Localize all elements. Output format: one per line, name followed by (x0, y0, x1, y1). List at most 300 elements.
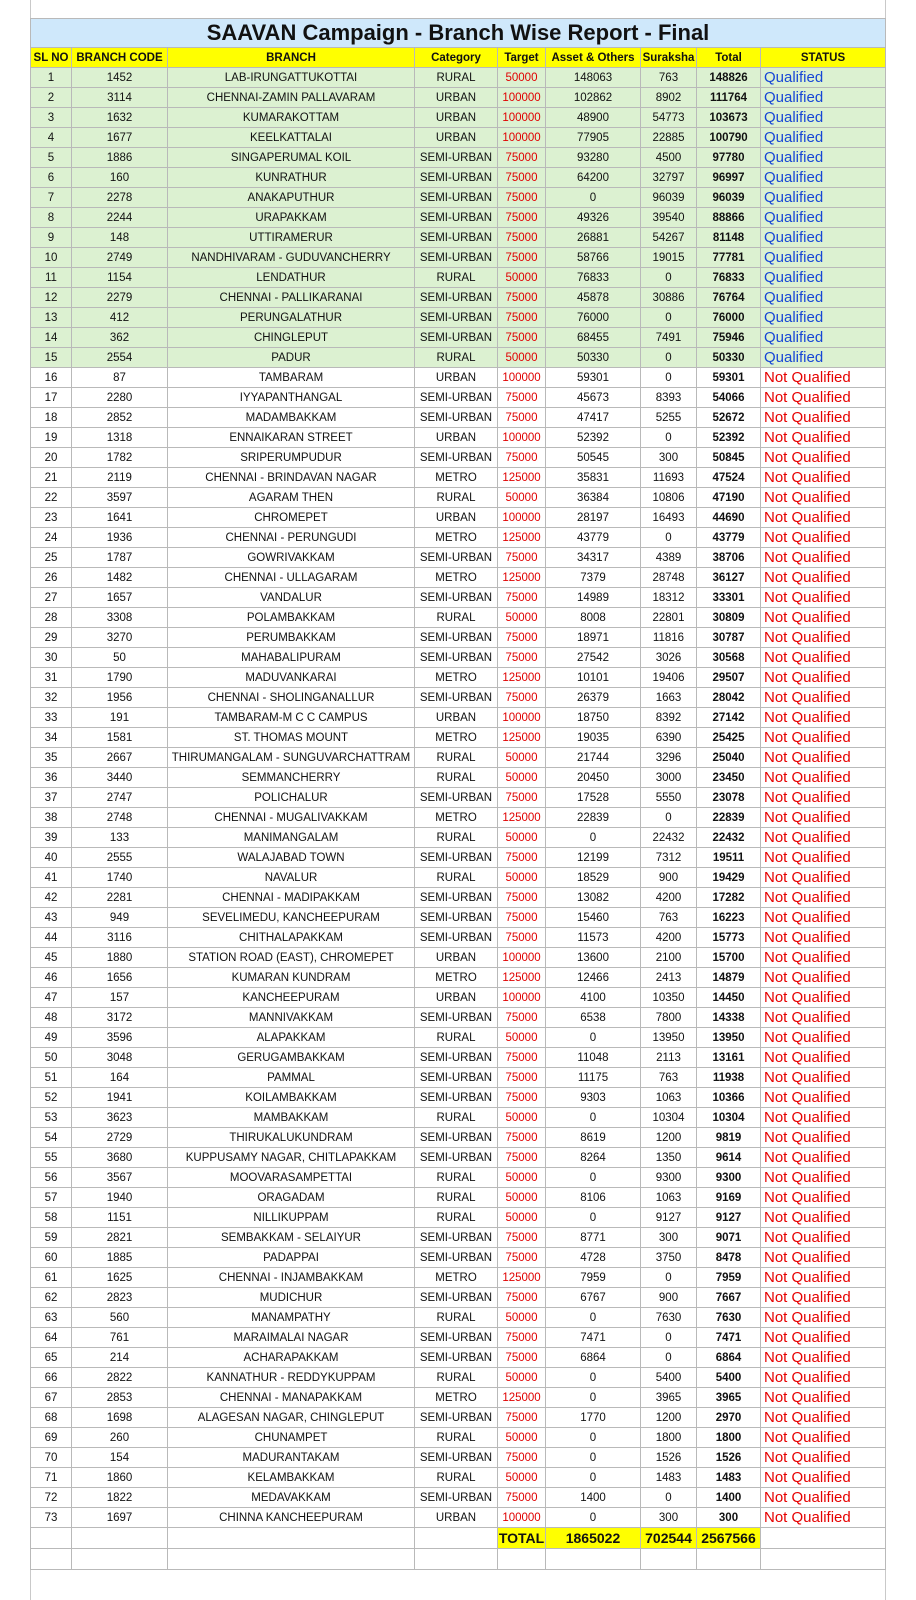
asset-cell[interactable]: 0 (546, 1448, 641, 1468)
asset-cell[interactable]: 0 (546, 188, 641, 208)
branch-cell[interactable]: GERUGAMBAKKAM (168, 1048, 415, 1068)
branch-cell[interactable]: CHENNAI-ZAMIN PALLAVARAM (168, 88, 415, 108)
branch-code-cell[interactable]: 2821 (72, 1228, 168, 1248)
category-cell[interactable]: RURAL (415, 68, 498, 88)
suraksha-cell[interactable]: 3296 (641, 748, 697, 768)
suraksha-cell[interactable]: 763 (641, 68, 697, 88)
status-cell[interactable]: Not Qualified (761, 548, 886, 568)
category-cell[interactable]: SEMI-URBAN (415, 388, 498, 408)
asset-cell[interactable]: 0 (546, 1508, 641, 1528)
target-cell[interactable]: 50000 (498, 768, 546, 788)
category-cell[interactable]: RURAL (415, 488, 498, 508)
branch-code-cell[interactable]: 2279 (72, 288, 168, 308)
sl-no-cell[interactable]: 16 (31, 368, 72, 388)
target-cell[interactable]: 75000 (498, 888, 546, 908)
status-cell[interactable]: Not Qualified (761, 408, 886, 428)
status-cell[interactable]: Not Qualified (761, 1148, 886, 1168)
target-cell[interactable]: 50000 (498, 68, 546, 88)
asset-cell[interactable]: 11573 (546, 928, 641, 948)
asset-cell[interactable]: 0 (546, 828, 641, 848)
category-cell[interactable]: SEMI-URBAN (415, 148, 498, 168)
category-cell[interactable]: SEMI-URBAN (415, 1248, 498, 1268)
asset-cell[interactable]: 7471 (546, 1328, 641, 1348)
asset-cell[interactable]: 8264 (546, 1148, 641, 1168)
sl-no-cell[interactable]: 9 (31, 228, 72, 248)
asset-cell[interactable]: 1400 (546, 1488, 641, 1508)
status-cell[interactable]: Not Qualified (761, 828, 886, 848)
status-cell[interactable]: Not Qualified (761, 608, 886, 628)
branch-code-cell[interactable]: 1822 (72, 1488, 168, 1508)
branch-code-cell[interactable]: 1677 (72, 128, 168, 148)
branch-cell[interactable]: CHENNAI - MADIPAKKAM (168, 888, 415, 908)
branch-cell[interactable]: URAPAKKAM (168, 208, 415, 228)
category-cell[interactable]: RURAL (415, 1308, 498, 1328)
target-cell[interactable]: 75000 (498, 1248, 546, 1268)
asset-cell[interactable]: 8008 (546, 608, 641, 628)
asset-cell[interactable]: 35831 (546, 468, 641, 488)
status-cell[interactable]: Not Qualified (761, 1208, 886, 1228)
suraksha-cell[interactable]: 22432 (641, 828, 697, 848)
total-cell[interactable]: 30809 (697, 608, 761, 628)
asset-cell[interactable]: 76833 (546, 268, 641, 288)
sl-no-cell[interactable]: 64 (31, 1328, 72, 1348)
branch-cell[interactable]: THIRUKALUKUNDRAM (168, 1128, 415, 1148)
status-cell[interactable]: Not Qualified (761, 488, 886, 508)
sl-no-cell[interactable]: 72 (31, 1488, 72, 1508)
branch-code-cell[interactable]: 157 (72, 988, 168, 1008)
category-cell[interactable]: SEMI-URBAN (415, 1488, 498, 1508)
branch-code-cell[interactable]: 1941 (72, 1088, 168, 1108)
sl-no-cell[interactable]: 58 (31, 1208, 72, 1228)
status-cell[interactable]: Qualified (761, 208, 886, 228)
target-cell[interactable]: 100000 (498, 368, 546, 388)
sl-no-cell[interactable]: 57 (31, 1188, 72, 1208)
sl-no-cell[interactable]: 60 (31, 1248, 72, 1268)
suraksha-cell[interactable]: 3750 (641, 1248, 697, 1268)
total-cell[interactable]: 7630 (697, 1308, 761, 1328)
branch-cell[interactable]: MANNIVAKKAM (168, 1008, 415, 1028)
branch-code-cell[interactable]: 3567 (72, 1168, 168, 1188)
asset-cell[interactable]: 0 (546, 1428, 641, 1448)
total-cell[interactable]: 17282 (697, 888, 761, 908)
asset-cell[interactable]: 52392 (546, 428, 641, 448)
branch-cell[interactable]: LENDATHUR (168, 268, 415, 288)
sl-no-cell[interactable]: 34 (31, 728, 72, 748)
branch-cell[interactable]: ALAGESAN NAGAR, CHINGLEPUT (168, 1408, 415, 1428)
suraksha-cell[interactable]: 0 (641, 268, 697, 288)
sl-no-cell[interactable]: 62 (31, 1288, 72, 1308)
branch-code-cell[interactable]: 2747 (72, 788, 168, 808)
asset-cell[interactable]: 93280 (546, 148, 641, 168)
branch-cell[interactable]: CHENNAI - ULLAGARAM (168, 568, 415, 588)
branch-cell[interactable]: UTTIRAMERUR (168, 228, 415, 248)
sl-no-cell[interactable]: 61 (31, 1268, 72, 1288)
branch-code-cell[interactable]: 1656 (72, 968, 168, 988)
total-cell[interactable]: 75946 (697, 328, 761, 348)
asset-cell[interactable]: 26379 (546, 688, 641, 708)
target-cell[interactable]: 75000 (498, 1128, 546, 1148)
total-cell[interactable]: 7667 (697, 1288, 761, 1308)
suraksha-cell[interactable]: 763 (641, 908, 697, 928)
status-cell[interactable]: Not Qualified (761, 1268, 886, 1288)
category-cell[interactable]: URBAN (415, 948, 498, 968)
branch-cell[interactable]: ACHARAPAKKAM (168, 1348, 415, 1368)
suraksha-cell[interactable]: 0 (641, 308, 697, 328)
sl-no-cell[interactable]: 32 (31, 688, 72, 708)
sl-no-cell[interactable]: 31 (31, 668, 72, 688)
total-cell[interactable]: 8478 (697, 1248, 761, 1268)
total-cell[interactable]: 25040 (697, 748, 761, 768)
suraksha-cell[interactable]: 0 (641, 1328, 697, 1348)
suraksha-cell[interactable]: 2413 (641, 968, 697, 988)
category-cell[interactable]: SEMI-URBAN (415, 688, 498, 708)
sl-no-cell[interactable]: 25 (31, 548, 72, 568)
status-cell[interactable]: Not Qualified (761, 1068, 886, 1088)
suraksha-cell[interactable]: 7491 (641, 328, 697, 348)
target-cell[interactable]: 75000 (498, 148, 546, 168)
totals-suraksha[interactable]: 702544 (641, 1528, 697, 1549)
total-cell[interactable]: 100790 (697, 128, 761, 148)
total-cell[interactable]: 33301 (697, 588, 761, 608)
category-cell[interactable]: RURAL (415, 1208, 498, 1228)
asset-cell[interactable]: 0 (546, 1308, 641, 1328)
suraksha-cell[interactable]: 22801 (641, 608, 697, 628)
category-cell[interactable]: URBAN (415, 88, 498, 108)
suraksha-cell[interactable]: 1200 (641, 1128, 697, 1148)
branch-code-cell[interactable]: 1697 (72, 1508, 168, 1528)
category-cell[interactable]: RURAL (415, 268, 498, 288)
header-target[interactable]: Target (498, 48, 546, 68)
target-cell[interactable]: 75000 (498, 1488, 546, 1508)
branch-code-cell[interactable]: 2667 (72, 748, 168, 768)
total-cell[interactable]: 47524 (697, 468, 761, 488)
total-cell[interactable]: 76833 (697, 268, 761, 288)
asset-cell[interactable]: 45878 (546, 288, 641, 308)
branch-cell[interactable]: TAMBARAM-M C C CAMPUS (168, 708, 415, 728)
sl-no-cell[interactable]: 33 (31, 708, 72, 728)
total-cell[interactable]: 9169 (697, 1188, 761, 1208)
total-cell[interactable]: 81148 (697, 228, 761, 248)
branch-cell[interactable]: CHENNAI - PALLIKARANAI (168, 288, 415, 308)
asset-cell[interactable]: 12199 (546, 848, 641, 868)
suraksha-cell[interactable]: 300 (641, 1508, 697, 1528)
total-cell[interactable]: 14879 (697, 968, 761, 988)
status-cell[interactable]: Not Qualified (761, 808, 886, 828)
status-cell[interactable]: Qualified (761, 188, 886, 208)
total-cell[interactable]: 47190 (697, 488, 761, 508)
total-cell[interactable]: 54066 (697, 388, 761, 408)
target-cell[interactable]: 125000 (498, 808, 546, 828)
suraksha-cell[interactable]: 30886 (641, 288, 697, 308)
branch-code-cell[interactable]: 191 (72, 708, 168, 728)
category-cell[interactable]: RURAL (415, 868, 498, 888)
asset-cell[interactable]: 10101 (546, 668, 641, 688)
branch-cell[interactable]: MARAIMALAI NAGAR (168, 1328, 415, 1348)
branch-code-cell[interactable]: 2278 (72, 188, 168, 208)
category-cell[interactable]: METRO (415, 668, 498, 688)
total-cell[interactable]: 76764 (697, 288, 761, 308)
sl-no-cell[interactable]: 29 (31, 628, 72, 648)
branch-cell[interactable]: MEDAVAKKAM (168, 1488, 415, 1508)
status-cell[interactable]: Qualified (761, 68, 886, 88)
target-cell[interactable]: 100000 (498, 128, 546, 148)
total-cell[interactable]: 43779 (697, 528, 761, 548)
target-cell[interactable]: 50000 (498, 748, 546, 768)
branch-code-cell[interactable]: 50 (72, 648, 168, 668)
sl-no-cell[interactable]: 65 (31, 1348, 72, 1368)
sl-no-cell[interactable]: 12 (31, 288, 72, 308)
empty-cell[interactable] (72, 1549, 168, 1570)
suraksha-cell[interactable]: 10304 (641, 1108, 697, 1128)
sl-no-cell[interactable]: 18 (31, 408, 72, 428)
status-cell[interactable]: Not Qualified (761, 1228, 886, 1248)
branch-cell[interactable]: MADURANTAKAM (168, 1448, 415, 1468)
asset-cell[interactable]: 14989 (546, 588, 641, 608)
category-cell[interactable]: SEMI-URBAN (415, 1328, 498, 1348)
category-cell[interactable]: SEMI-URBAN (415, 448, 498, 468)
branch-code-cell[interactable]: 1318 (72, 428, 168, 448)
status-cell[interactable]: Qualified (761, 168, 886, 188)
sl-no-cell[interactable]: 71 (31, 1468, 72, 1488)
sl-no-cell[interactable]: 44 (31, 928, 72, 948)
empty-cell[interactable] (498, 1549, 546, 1570)
category-cell[interactable]: RURAL (415, 348, 498, 368)
sl-no-cell[interactable]: 17 (31, 388, 72, 408)
branch-code-cell[interactable]: 1641 (72, 508, 168, 528)
target-cell[interactable]: 125000 (498, 968, 546, 988)
branch-code-cell[interactable]: 3270 (72, 628, 168, 648)
total-cell[interactable]: 10366 (697, 1088, 761, 1108)
suraksha-cell[interactable]: 1526 (641, 1448, 697, 1468)
suraksha-cell[interactable]: 0 (641, 1348, 697, 1368)
asset-cell[interactable]: 0 (546, 1368, 641, 1388)
status-cell[interactable]: Not Qualified (761, 428, 886, 448)
target-cell[interactable]: 50000 (498, 1428, 546, 1448)
asset-cell[interactable]: 17528 (546, 788, 641, 808)
suraksha-cell[interactable]: 1063 (641, 1188, 697, 1208)
sl-no-cell[interactable]: 15 (31, 348, 72, 368)
branch-cell[interactable]: CHITHALAPAKKAM (168, 928, 415, 948)
branch-cell[interactable]: PERUMBAKKAM (168, 628, 415, 648)
total-cell[interactable]: 88866 (697, 208, 761, 228)
asset-cell[interactable]: 11048 (546, 1048, 641, 1068)
status-cell[interactable]: Not Qualified (761, 1488, 886, 1508)
sl-no-cell[interactable]: 23 (31, 508, 72, 528)
category-cell[interactable]: SEMI-URBAN (415, 928, 498, 948)
sl-no-cell[interactable]: 55 (31, 1148, 72, 1168)
suraksha-cell[interactable]: 300 (641, 448, 697, 468)
branch-code-cell[interactable]: 1940 (72, 1188, 168, 1208)
branch-cell[interactable]: WALAJABAD TOWN (168, 848, 415, 868)
total-cell[interactable]: 14338 (697, 1008, 761, 1028)
status-cell[interactable]: Not Qualified (761, 988, 886, 1008)
status-cell[interactable]: Not Qualified (761, 568, 886, 588)
total-cell[interactable]: 1526 (697, 1448, 761, 1468)
branch-code-cell[interactable]: 160 (72, 168, 168, 188)
total-cell[interactable]: 96039 (697, 188, 761, 208)
branch-code-cell[interactable]: 1657 (72, 588, 168, 608)
branch-cell[interactable]: MANAMPATHY (168, 1308, 415, 1328)
sl-no-cell[interactable]: 48 (31, 1008, 72, 1028)
asset-cell[interactable]: 45673 (546, 388, 641, 408)
target-cell[interactable]: 50000 (498, 1108, 546, 1128)
asset-cell[interactable]: 9303 (546, 1088, 641, 1108)
sl-no-cell[interactable]: 70 (31, 1448, 72, 1468)
branch-code-cell[interactable]: 2822 (72, 1368, 168, 1388)
branch-code-cell[interactable]: 2280 (72, 388, 168, 408)
branch-code-cell[interactable]: 214 (72, 1348, 168, 1368)
totals-asset[interactable]: 1865022 (546, 1528, 641, 1549)
target-cell[interactable]: 75000 (498, 208, 546, 228)
sl-no-cell[interactable]: 46 (31, 968, 72, 988)
target-cell[interactable]: 50000 (498, 828, 546, 848)
category-cell[interactable]: SEMI-URBAN (415, 1228, 498, 1248)
suraksha-cell[interactable]: 5550 (641, 788, 697, 808)
status-cell[interactable]: Qualified (761, 228, 886, 248)
category-cell[interactable]: METRO (415, 568, 498, 588)
branch-code-cell[interactable]: 1782 (72, 448, 168, 468)
status-cell[interactable]: Qualified (761, 268, 886, 288)
target-cell[interactable]: 75000 (498, 648, 546, 668)
branch-code-cell[interactable]: 154 (72, 1448, 168, 1468)
category-cell[interactable]: SEMI-URBAN (415, 1288, 498, 1308)
suraksha-cell[interactable]: 2100 (641, 948, 697, 968)
asset-cell[interactable]: 36384 (546, 488, 641, 508)
branch-cell[interactable]: KELAMBAKKAM (168, 1468, 415, 1488)
suraksha-cell[interactable]: 900 (641, 868, 697, 888)
category-cell[interactable]: RURAL (415, 1188, 498, 1208)
total-cell[interactable]: 19511 (697, 848, 761, 868)
total-cell[interactable]: 77781 (697, 248, 761, 268)
category-cell[interactable]: SEMI-URBAN (415, 548, 498, 568)
total-cell[interactable]: 97780 (697, 148, 761, 168)
target-cell[interactable]: 100000 (498, 508, 546, 528)
sl-no-cell[interactable]: 10 (31, 248, 72, 268)
category-cell[interactable]: URBAN (415, 988, 498, 1008)
status-cell[interactable]: Not Qualified (761, 448, 886, 468)
category-cell[interactable]: METRO (415, 808, 498, 828)
asset-cell[interactable]: 0 (546, 1108, 641, 1128)
total-cell[interactable]: 2970 (697, 1408, 761, 1428)
branch-cell[interactable]: IYYAPANTHANGAL (168, 388, 415, 408)
category-cell[interactable]: SEMI-URBAN (415, 648, 498, 668)
total-cell[interactable]: 22432 (697, 828, 761, 848)
header-branch-code[interactable]: BRANCH CODE (72, 48, 168, 68)
category-cell[interactable]: RURAL (415, 748, 498, 768)
empty-cell[interactable] (72, 1528, 168, 1549)
suraksha-cell[interactable]: 4200 (641, 888, 697, 908)
target-cell[interactable]: 125000 (498, 1388, 546, 1408)
total-cell[interactable]: 30787 (697, 628, 761, 648)
header-sl-no[interactable]: SL NO (31, 48, 72, 68)
branch-code-cell[interactable]: 3308 (72, 608, 168, 628)
suraksha-cell[interactable]: 1200 (641, 1408, 697, 1428)
status-cell[interactable]: Qualified (761, 108, 886, 128)
branch-code-cell[interactable]: 1482 (72, 568, 168, 588)
asset-cell[interactable]: 13600 (546, 948, 641, 968)
total-cell[interactable]: 15700 (697, 948, 761, 968)
total-cell[interactable]: 14450 (697, 988, 761, 1008)
status-cell[interactable]: Not Qualified (761, 1328, 886, 1348)
branch-cell[interactable]: PADUR (168, 348, 415, 368)
total-cell[interactable]: 52672 (697, 408, 761, 428)
sl-no-cell[interactable]: 30 (31, 648, 72, 668)
category-cell[interactable]: URBAN (415, 128, 498, 148)
branch-code-cell[interactable]: 1886 (72, 148, 168, 168)
branch-cell[interactable]: CHENNAI - PERUNGUDI (168, 528, 415, 548)
target-cell[interactable]: 100000 (498, 88, 546, 108)
branch-code-cell[interactable]: 3623 (72, 1108, 168, 1128)
empty-cell[interactable] (31, 1528, 72, 1549)
target-cell[interactable]: 125000 (498, 468, 546, 488)
sl-no-cell[interactable]: 37 (31, 788, 72, 808)
sl-no-cell[interactable]: 20 (31, 448, 72, 468)
suraksha-cell[interactable]: 300 (641, 1228, 697, 1248)
status-cell[interactable]: Not Qualified (761, 1008, 886, 1028)
category-cell[interactable]: METRO (415, 1268, 498, 1288)
category-cell[interactable]: RURAL (415, 1468, 498, 1488)
branch-cell[interactable]: MADAMBAKKAM (168, 408, 415, 428)
target-cell[interactable]: 125000 (498, 568, 546, 588)
total-cell[interactable]: 7959 (697, 1268, 761, 1288)
category-cell[interactable]: SEMI-URBAN (415, 288, 498, 308)
branch-cell[interactable]: KUMARAKOTTAM (168, 108, 415, 128)
status-cell[interactable]: Not Qualified (761, 1348, 886, 1368)
total-cell[interactable]: 148826 (697, 68, 761, 88)
category-cell[interactable]: RURAL (415, 1108, 498, 1128)
suraksha-cell[interactable]: 0 (641, 348, 697, 368)
category-cell[interactable]: SEMI-URBAN (415, 1128, 498, 1148)
category-cell[interactable]: RURAL (415, 1028, 498, 1048)
empty-cell[interactable] (415, 1549, 498, 1570)
target-cell[interactable]: 75000 (498, 1328, 546, 1348)
category-cell[interactable]: RURAL (415, 768, 498, 788)
target-cell[interactable]: 75000 (498, 408, 546, 428)
total-cell[interactable]: 7471 (697, 1328, 761, 1348)
branch-cell[interactable]: CHENNAI - SHOLINGANALLUR (168, 688, 415, 708)
sl-no-cell[interactable]: 4 (31, 128, 72, 148)
status-cell[interactable]: Not Qualified (761, 1028, 886, 1048)
suraksha-cell[interactable]: 3000 (641, 768, 697, 788)
category-cell[interactable]: SEMI-URBAN (415, 848, 498, 868)
status-cell[interactable]: Not Qualified (761, 1188, 886, 1208)
category-cell[interactable]: SEMI-URBAN (415, 1408, 498, 1428)
target-cell[interactable]: 100000 (498, 1508, 546, 1528)
asset-cell[interactable]: 4728 (546, 1248, 641, 1268)
category-cell[interactable]: SEMI-URBAN (415, 208, 498, 228)
target-cell[interactable]: 50000 (498, 608, 546, 628)
branch-code-cell[interactable]: 133 (72, 828, 168, 848)
suraksha-cell[interactable]: 900 (641, 1288, 697, 1308)
branch-cell[interactable]: PAMMAL (168, 1068, 415, 1088)
category-cell[interactable]: SEMI-URBAN (415, 628, 498, 648)
category-cell[interactable]: RURAL (415, 608, 498, 628)
category-cell[interactable]: RURAL (415, 828, 498, 848)
sl-no-cell[interactable]: 53 (31, 1108, 72, 1128)
asset-cell[interactable]: 18750 (546, 708, 641, 728)
sl-no-cell[interactable]: 3 (31, 108, 72, 128)
category-cell[interactable]: SEMI-URBAN (415, 1048, 498, 1068)
total-cell[interactable]: 9819 (697, 1128, 761, 1148)
asset-cell[interactable]: 1770 (546, 1408, 641, 1428)
target-cell[interactable]: 50000 (498, 1308, 546, 1328)
asset-cell[interactable]: 0 (546, 1168, 641, 1188)
suraksha-cell[interactable]: 10806 (641, 488, 697, 508)
status-cell[interactable]: Not Qualified (761, 368, 886, 388)
suraksha-cell[interactable]: 11693 (641, 468, 697, 488)
branch-cell[interactable]: THIRUMANGALAM - SUNGUVARCHATTRAM (168, 748, 415, 768)
sl-no-cell[interactable]: 54 (31, 1128, 72, 1148)
